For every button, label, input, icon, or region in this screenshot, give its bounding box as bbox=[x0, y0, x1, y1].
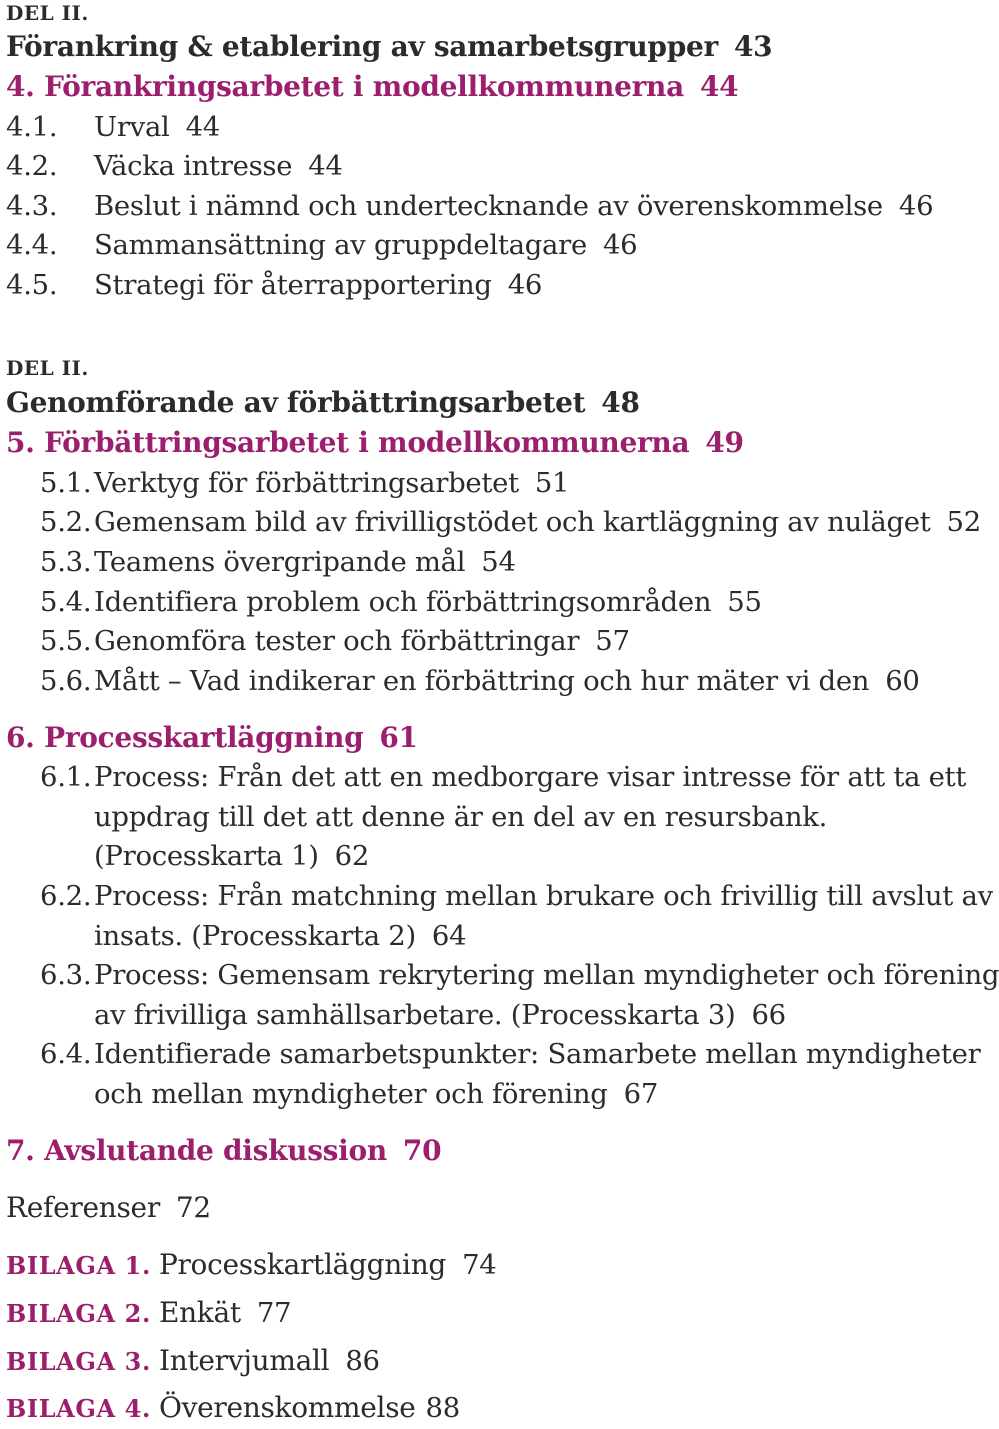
item-title-line: uppdrag till det att denne är en del av en resursbank. bbox=[94, 801, 828, 833]
appendix-3-link[interactable] bbox=[6, 1341, 380, 1382]
item-number: 6.4. bbox=[40, 1038, 92, 1070]
chapter-title: Avslutande diskussion bbox=[44, 1134, 387, 1167]
part-title: Förankring & etablering av samarbetsgrupper bbox=[6, 30, 718, 63]
page-number: 60 bbox=[885, 665, 920, 697]
chapter-number: 4. bbox=[6, 70, 35, 103]
item-title: Väcka intresse bbox=[94, 150, 293, 182]
item-number: 4.4. bbox=[6, 229, 58, 261]
page-number: 44 bbox=[699, 70, 739, 103]
item-title: Verktyg för förbättringsarbetet bbox=[94, 467, 519, 499]
toc-item-6-2-cont bbox=[94, 916, 466, 956]
toc-item-4-1[interactable] bbox=[6, 107, 220, 147]
item-number: 4.2. bbox=[6, 150, 58, 182]
toc-item-6-1[interactable] bbox=[40, 757, 966, 797]
toc-item-6-4-cont bbox=[94, 1074, 658, 1114]
item-number: 6.3. bbox=[40, 959, 92, 991]
toc-item-6-2[interactable] bbox=[40, 876, 993, 916]
page-number: 70 bbox=[402, 1134, 442, 1167]
appendix-title: Intervjumall bbox=[158, 1344, 330, 1377]
page-number: 72 bbox=[175, 1191, 211, 1224]
page-number: 44 bbox=[308, 150, 343, 182]
item-title-line: insats. (Processkarta 2) bbox=[94, 920, 416, 952]
item-title-line: av frivilliga samhällsarbetare. (Processkarta 3) bbox=[94, 999, 736, 1031]
item-title: Genomföra tester och förbättringar bbox=[94, 625, 580, 657]
item-number: 5.2. bbox=[40, 506, 92, 538]
appendix-label: BILAGA 1. bbox=[6, 1251, 151, 1280]
part-title-link[interactable] bbox=[6, 27, 772, 67]
chapter-6-link[interactable] bbox=[6, 718, 418, 758]
page-number: 88 bbox=[425, 1392, 460, 1424]
toc-item-6-4[interactable] bbox=[40, 1034, 980, 1074]
item-title: Strategi för återrapportering bbox=[94, 269, 492, 301]
toc-item-5-3[interactable] bbox=[40, 542, 516, 582]
appendix-title: Överenskommelse bbox=[158, 1391, 416, 1424]
toc-item-4-4[interactable] bbox=[6, 225, 637, 265]
page-number: 57 bbox=[595, 625, 630, 657]
toc-item-6-3-cont bbox=[94, 995, 786, 1035]
toc-item-5-6[interactable] bbox=[40, 661, 920, 701]
item-title: Urval bbox=[94, 111, 170, 143]
item-title-line: Process: Från matchning mellan brukare och frivillig till avslut av bbox=[94, 880, 993, 912]
part-title-link[interactable] bbox=[6, 383, 640, 423]
item-title: Gemensam bild av frivilligstödet och kartläggning av nuläget bbox=[94, 506, 931, 538]
page-number: 43 bbox=[733, 30, 773, 63]
item-number: 5.1. bbox=[40, 467, 92, 499]
toc-item-5-4[interactable] bbox=[40, 582, 762, 622]
page-number: 86 bbox=[345, 1345, 380, 1377]
page-number: 74 bbox=[462, 1249, 497, 1281]
appendix-1-link[interactable] bbox=[6, 1245, 496, 1286]
item-title-line: och mellan myndigheter och förening bbox=[94, 1078, 608, 1110]
toc-item-5-2[interactable] bbox=[40, 502, 981, 542]
item-title: Beslut i nämnd och undertecknande av överenskommelse bbox=[94, 190, 883, 222]
item-number: 5.4. bbox=[40, 586, 92, 618]
item-title-line: (Processkarta 1) bbox=[94, 840, 319, 872]
item-title-line: Process: Från det att en medborgare visar intresse för att ta ett bbox=[94, 761, 967, 793]
item-title-line: Identifierade samarbetspunkter: Samarbete mellan myndigheter bbox=[94, 1038, 981, 1070]
page-number: 77 bbox=[256, 1297, 292, 1329]
item-title: Identifiera problem och förbättringsområden bbox=[94, 586, 712, 618]
toc-item-4-2[interactable] bbox=[6, 146, 343, 186]
page-number: 46 bbox=[507, 269, 543, 301]
references-link[interactable] bbox=[6, 1188, 211, 1228]
page-number: 49 bbox=[705, 426, 744, 459]
item-number: 6.1. bbox=[40, 761, 92, 793]
chapter-4-link[interactable] bbox=[6, 67, 738, 107]
page-number: 52 bbox=[946, 506, 981, 538]
toc-item-6-1-cont bbox=[94, 797, 827, 837]
item-title: Sammansättning av gruppdeltagare bbox=[94, 229, 587, 261]
page-number: 66 bbox=[751, 999, 786, 1031]
toc-item-4-5[interactable] bbox=[6, 265, 542, 305]
page-number: 67 bbox=[623, 1078, 659, 1110]
appendix-title: Processkartläggning bbox=[158, 1248, 447, 1281]
page-number: 46 bbox=[898, 190, 934, 222]
page-number: 64 bbox=[431, 920, 467, 952]
page-number: 62 bbox=[334, 840, 370, 872]
part-label: DEL II. bbox=[6, 1, 89, 25]
toc-item-5-1[interactable] bbox=[40, 463, 569, 503]
appendix-label: BILAGA 3. bbox=[6, 1347, 151, 1376]
chapter-number: 5. bbox=[6, 426, 35, 459]
chapter-title: Förankringsarbetet i modellkommunerna bbox=[44, 70, 684, 103]
appendix-title: Enkät bbox=[158, 1296, 241, 1329]
page-number: 55 bbox=[727, 586, 762, 618]
appendix-2-link[interactable] bbox=[6, 1293, 291, 1334]
chapter-number: 7. bbox=[6, 1134, 35, 1167]
item-number: 6.2. bbox=[40, 880, 92, 912]
item-number: 5.5. bbox=[40, 625, 92, 657]
item-title-line: Process: Gemensam rekrytering mellan myndigheter och förening bbox=[94, 959, 999, 991]
item-title: Teamens övergripande mål bbox=[94, 546, 466, 578]
references-title: Referenser bbox=[6, 1191, 160, 1224]
part-label: DEL II. bbox=[6, 356, 89, 380]
item-number: 4.5. bbox=[6, 269, 58, 301]
item-number: 4.3. bbox=[6, 190, 58, 222]
appendix-4-link[interactable] bbox=[6, 1388, 460, 1429]
toc-item-6-1-cont bbox=[94, 836, 369, 876]
item-number: 5.6. bbox=[40, 665, 92, 697]
page-number: 54 bbox=[481, 546, 516, 578]
page-number: 48 bbox=[601, 386, 640, 419]
toc-item-5-5[interactable] bbox=[40, 621, 630, 661]
appendix-label: BILAGA 2. bbox=[6, 1299, 151, 1328]
toc-item-6-3[interactable] bbox=[40, 955, 999, 995]
chapter-title: Processkartläggning bbox=[44, 721, 364, 754]
item-title: Mått – Vad indikerar en förbättring och hur mäter vi den bbox=[94, 665, 870, 697]
part-title: Genomförande av förbättringsarbetet bbox=[6, 386, 586, 419]
item-number: 4.1. bbox=[6, 111, 58, 143]
chapter-number: 6. bbox=[6, 721, 35, 754]
chapter-7-link[interactable] bbox=[6, 1131, 441, 1171]
page-number: 44 bbox=[185, 111, 220, 143]
chapter-5-link[interactable] bbox=[6, 423, 744, 463]
page-number: 46 bbox=[602, 229, 638, 261]
page-number: 61 bbox=[379, 721, 418, 754]
appendix-label: BILAGA 4. bbox=[6, 1394, 151, 1423]
chapter-title: Förbättringsarbetet i modellkommunerna bbox=[44, 426, 690, 459]
item-number: 5.3. bbox=[40, 546, 92, 578]
toc-item-4-3[interactable] bbox=[6, 186, 933, 226]
page-number: 51 bbox=[534, 467, 570, 499]
